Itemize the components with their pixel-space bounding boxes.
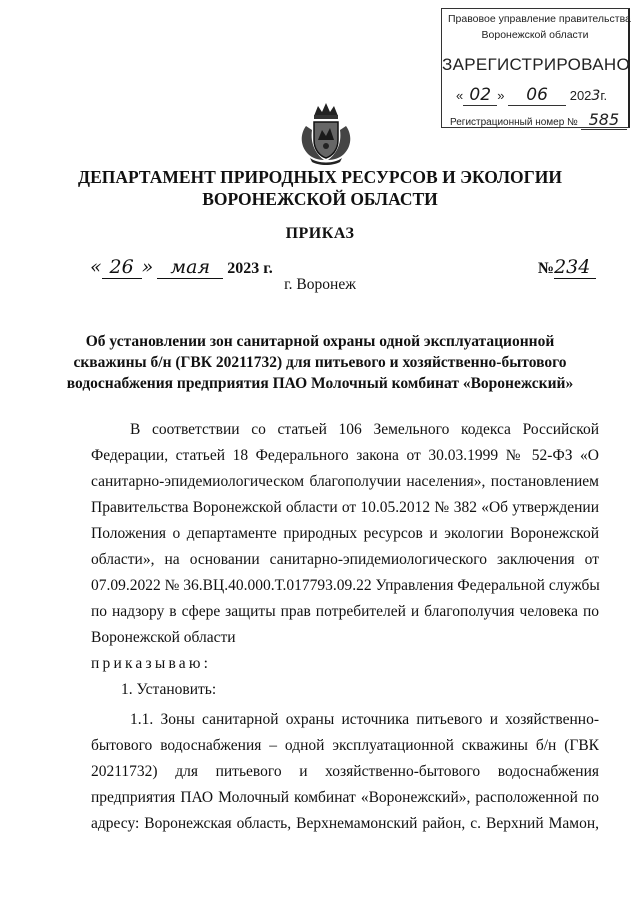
preamble-line: Воронежской области: [91, 629, 236, 646]
stamp-date-year-hand: 3: [591, 88, 601, 104]
item-1-1-line: предприятия ПАО Молочный комбинат «Воронежский», расположенной по: [91, 789, 599, 806]
date-day: 26: [102, 256, 142, 279]
stamp-reg-number-label: Регистрационный номер №: [450, 117, 578, 128]
stamp-reg-number: 585: [581, 110, 628, 130]
order-number-prefix: №: [538, 260, 555, 277]
preamble-line: Федерации, статьей 18 Федерального закона от 30.03.1999 № 52-ФЗ «О: [91, 447, 599, 464]
preamble-line: по надзору в сфере защиты прав потребителей и благополучия человека по: [91, 603, 599, 620]
date-month: мая: [157, 256, 223, 279]
item-1-1-line: 20211732) для питьевого и хозяйственно-бытового водоснабжения: [91, 763, 599, 780]
order-subject: [0, 331, 640, 394]
stamp-region-line: Воронежской области: [481, 29, 589, 41]
preamble-line: Правительства Воронежской области от 10.05.2012 № 382 «Об утверждении: [91, 499, 599, 516]
department-title-line1: ДЕПАРТАМЕНТ ПРИРОДНЫХ РЕСУРСОВ И ЭКОЛОГИИ: [78, 167, 562, 187]
stamp-date: « 02 » 06 2023г.: [456, 85, 608, 105]
preamble-line: Положения о департаменте природных ресурсов и экологии Воронежской: [91, 525, 599, 542]
registration-stamp: [441, 8, 630, 128]
department-title: [0, 166, 640, 210]
subject-line3: водоснабжения предприятия ПАО Молочный комбинат «Воронежский»: [66, 375, 574, 392]
item-1-1-line: 1.1. Зоны санитарной охраны источника питьевого и хозяйственно-: [130, 711, 599, 728]
stamp-reg-number-row: [450, 110, 627, 129]
stamp-date-month: 06: [526, 85, 548, 105]
stamp-authority-line: Правовое управление правительства: [448, 13, 631, 25]
stamp-date-year-prefix: 202: [569, 88, 592, 103]
date-quote-close: »: [141, 256, 154, 278]
document-type: ПРИКАЗ: [285, 225, 355, 242]
order-verb: приказываю:: [91, 655, 212, 672]
stamp-date-year-suffix: г.: [600, 88, 608, 103]
preamble-line: В соответствии со статьей 106 Земельного кодекса Российской: [130, 421, 599, 438]
item-1-text: 1. Установить:: [121, 681, 217, 698]
item-1-1-line: адресу: Воронежская область, Верхнемамонский район, с. Верхний Мамон,: [91, 815, 599, 832]
preamble-line: санитарно-эпидемиологическом благополучии населения», постановлением: [91, 473, 599, 490]
preamble-paragraph: [91, 417, 599, 651]
city: г. Воронеж: [284, 276, 356, 293]
subject-line1: Об установлении зон санитарной охраны одной эксплуатационной: [85, 333, 555, 350]
item-1: [91, 677, 599, 703]
coat-of-arms-emblem: [296, 100, 356, 166]
date-year: 2023 г.: [227, 260, 273, 277]
department-title-line2: ВОРОНЕЖСКОЙ ОБЛАСТИ: [202, 189, 438, 209]
item-1-1-line: бытового водоснабжения – одной эксплуатационной скважины б/н (ГВК: [91, 737, 599, 754]
preamble-line: области», на основании санитарно-эпидемиологического заключения от: [91, 551, 599, 568]
order-number-value: 234: [554, 256, 596, 279]
preamble-line: 07.09.2022 № 36.ВЦ.40.000.Т.017793.09.22 Управления Федеральной службы: [91, 577, 600, 594]
stamp-registered-label: ЗАРЕГИСТРИРОВАНО: [442, 55, 630, 74]
subject-line2: скважины б/н (ГВК 20211732) для питьевого и хозяйственно-бытового: [73, 354, 567, 371]
date-quote-open: «: [90, 256, 102, 278]
item-1-1: [91, 707, 599, 837]
stamp-date-day: 02: [469, 85, 492, 105]
